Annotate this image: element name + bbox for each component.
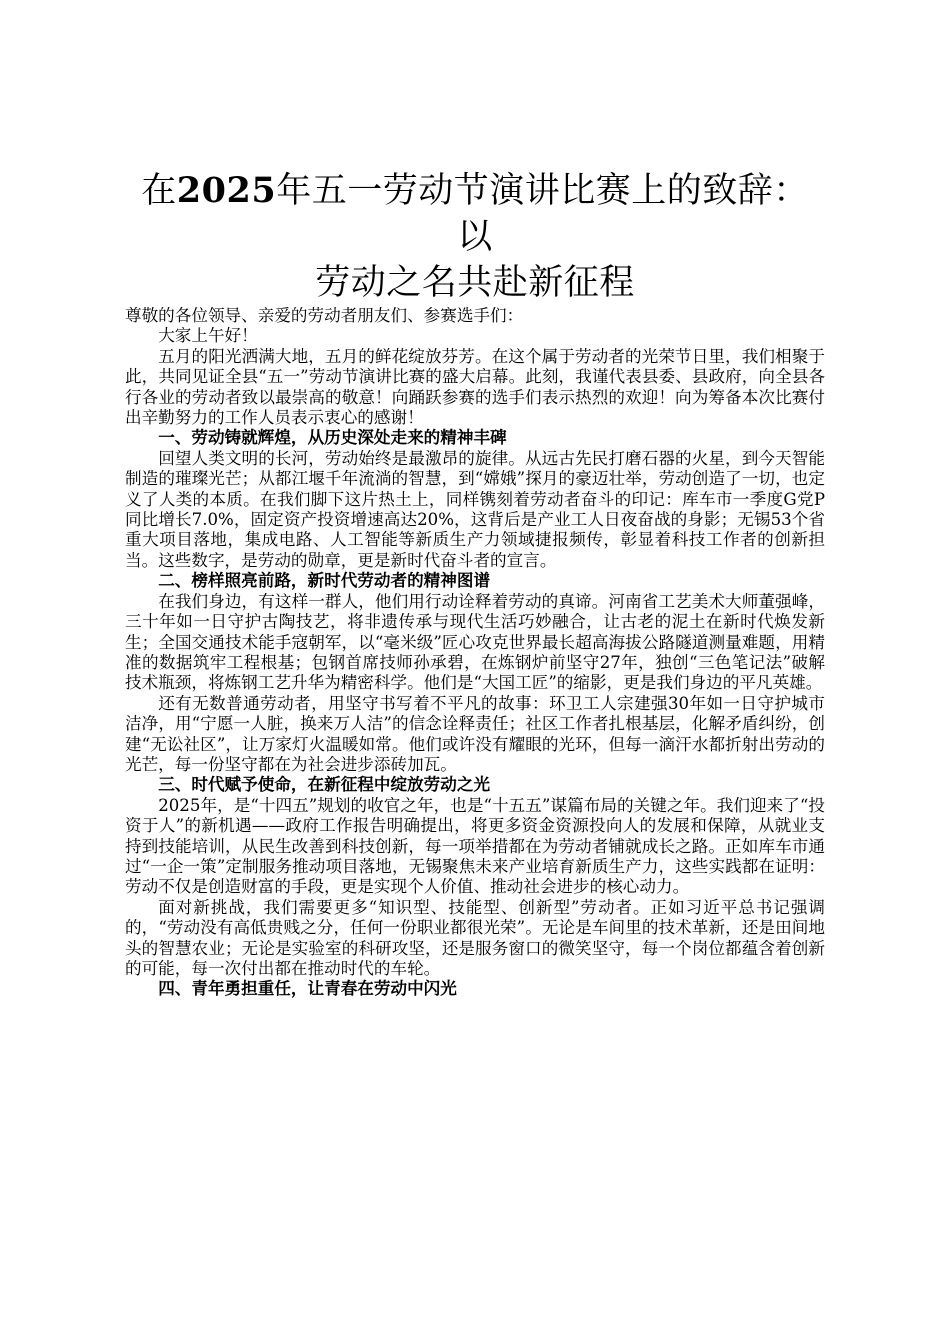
section-1-paragraph-1: 回望人类文明的长河，劳动始终是最激昂的旋律。从远古先民打磨石器的火星，到今天智能制造的璀璨光芒；从都江堰千年流淌的智慧，到“嫦娥”探月的豪迈壮举，劳动创造了一切，也定义了人类的本质。在我们脚下这片热土上，同样镌刻着劳动者奋斗的印记：库车市一季度G党P同比增长7.0%，固定资产投资增速高达20%，这背后是产业工人日夜奋战的身影；无锡53个省重大项目落地，集成电路、人工智能等新质生产力领域捷报频传，彰显着科技工作者的创新担当。这些数字，是劳动的勋章，更是新时代奋斗者的宣言。 [125, 448, 825, 570]
section-3-heading: 三、时代赋予使命，在新征程中绽放劳动之光 [158, 775, 491, 795]
section-2-paragraph-1: 在我们身边，有这样一群人，他们用行动诠释着劳动的真谛。河南省工艺美术大师董强峰，三十年如一日守护古陶技艺，将非遗传承与现代生活巧妙融合，让古老的泥土在新时代焕发新生；全国交通技术能手寇朝军，以“毫米级”匠心攻克世界最长超高海拔公路隧道测量难题，用精准的数据筑牢工程根基；包钢首席技师孙承碧，在炼钢炉前坚守27年，独创“三色笔记法”破解技术瓶颈，将炼钢工艺升华为精密科学。他们是“大国工匠”的缩影，更是我们身边的平凡英雄。 [125, 591, 825, 693]
intro-paragraph: 五月的阳光洒满大地，五月的鲜花绽放芬芳。在这个属于劳动者的光荣节日里，我们相聚于此，共同见证全县“五一”劳动节演讲比赛的盛大启幕。此刻，我谨代表县委、县政府，向全县各行各业的劳动者致以最崇高的敬意！向踊跃参赛的选手们表示热烈的欢迎！向为筹备本次比赛付出辛勤努力的工作人员表示衷心的感谢！ [125, 346, 825, 428]
document-page [125, 168, 825, 1000]
title-line2: 劳动之名共赴新征程 [315, 263, 635, 303]
section-1-heading: 一、劳动铸就辉煌，从历史深处走来的精神丰碑 [158, 428, 507, 448]
section-4-heading: 四、青年勇担重任，让青春在劳动中闪光 [158, 979, 457, 999]
greeting: 大家上午好！ [158, 326, 258, 346]
title-prefix: 在 [141, 171, 177, 211]
salutation: 尊敬的各位领导、亲爱的劳动者朋友们、参赛选手们： [125, 306, 524, 325]
section-2-heading: 二、榜样照亮前路，新时代劳动者的精神图谱 [158, 571, 491, 591]
document-title [125, 168, 825, 306]
title-year: 2025 [176, 170, 277, 211]
section-3-paragraph-1: 2025年，是“十四五”规划的收官之年，也是“十五五”谋篇布局的关键之年。我们迎来了“投资于人”的新机遇——政府工作报告明确提出，将更多资金资源投向人的发展和保障，从就业支持到技能培训，从民生改善到科技创新，每一项举措都在为劳动者铺就成长之路。正如库车市通过“一企一策”定制服务推动项目落地，无锡聚焦未来产业培育新质生产力，这些实践都在证明：劳动不仅是创造财富的手段，更是实现个人价值、推动社会进步的核心动力。 [125, 795, 825, 897]
title-suffix: 年五一劳动节演讲比赛上的致辞：以 [276, 171, 809, 257]
section-3-paragraph-2: 面对新挑战，我们需要更多“知识型、技能型、创新型”劳动者。正如习近平总书记强调的，“劳动没有高低贵贱之分，任何一份职业都很光荣”。无论是车间里的技术革新，还是田间地头的智慧农业；无论是实验室的科研攻坚，还是服务窗口的微笑坚守，每一个岗位都蕴含着创新的可能，每一次付出都在推动时代的车轮。 [125, 897, 825, 978]
section-2-paragraph-2: 还有无数普通劳动者，用坚守书写着不平凡的故事：环卫工人宗建强30年如一日守护城市洁净，用“宁愿一人脏，换来万人洁”的信念诠释责任；社区工作者扎根基层，化解矛盾纠纷，创建“无讼社区”，让万家灯火温暖如常。他们或许没有耀眼的光环，但每一滴汗水都折射出劳动的光芒，每一份坚守都在为社会进步添砖加瓦。 [125, 693, 825, 774]
